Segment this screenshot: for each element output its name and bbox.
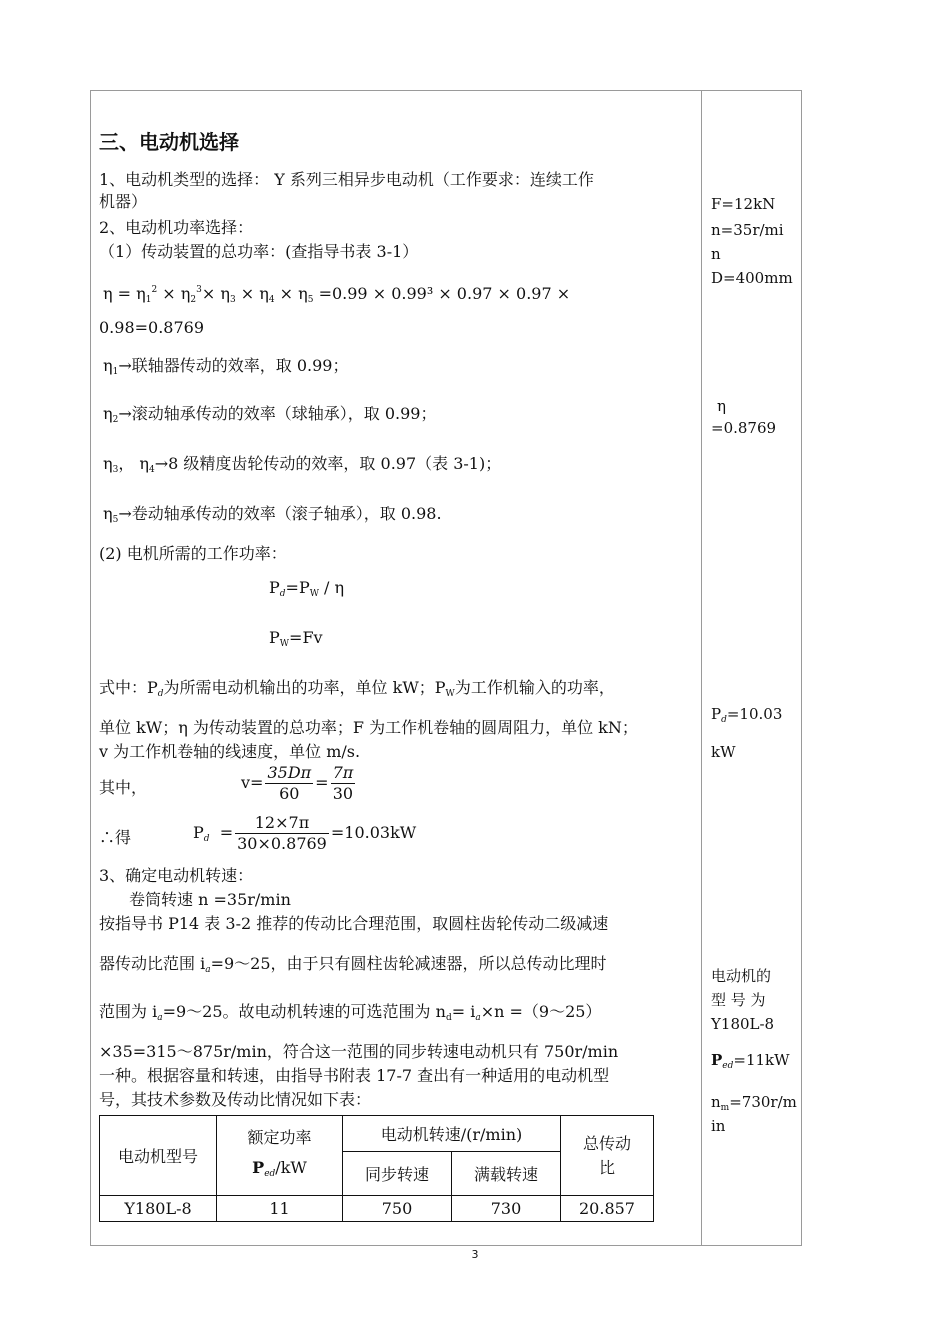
pd-formula-tail: / η [318,578,345,597]
v-lhs: v= [241,773,264,792]
cell-model: Y180L-8 [100,1196,217,1222]
document-frame [90,90,802,1246]
side-nm-value: =730r/m [729,1093,797,1111]
header-power-label: 额定功率 [247,1127,312,1147]
pd-calc-den: 30×0.8769 [237,834,327,853]
ratio-line2-b: =9～25，由于只有圆柱齿轮减速器，所以总传动比理时 [210,954,607,973]
where-line1-b: 为所需电动机输出的功率，单位 kW；P [163,678,446,697]
side-pd-value: =10.03 [726,705,783,723]
side-ped-value: =11kW [733,1051,790,1069]
eta2-description: $\eta_2\to$滚动轴承传动的效率（球轴承），取 0.99； [103,404,437,425]
side-diameter: D=400mm [711,269,793,287]
where-line2: 单位 kW；η 为传动装置的总功率；F 为工作机卷轴的圆周阻力，单位 kN； [99,718,638,737]
v-frac1-num: 35Dπ [267,763,312,782]
motor-spec-table [99,1115,654,1222]
ratio-line1: 按指导书 P14 表 3-2 推荐的传动比合理范围，取圆柱齿轮传动二级减速 [99,914,609,933]
side-ped: $P_{ed}=11kW$ [711,1051,790,1071]
qizhong-label: 其中， [99,778,148,797]
cell-full: 730 [452,1196,561,1222]
side-speed-1: n=35r/mi [711,221,784,239]
eta5-description: $\eta_5\to$卷动轴承传动的效率（滚子轴承），取 0.98. [103,504,442,525]
cell-sync: 750 [343,1196,452,1222]
v-frac2-num: 7π [332,763,354,782]
header-power-unit-line: $P_{ed}/kW$ [252,1157,307,1179]
eta34-description: $\eta_3$， $\eta_4\to 8$ 级精度齿轮传动的效率，取 0.97（表 3-1)； [103,454,502,475]
side-eta-1: η [717,397,726,415]
side-nm-2: in [711,1117,726,1135]
header-model: 电动机型号 [100,1116,217,1196]
ratio-line3-b: =9～25。故电动机转速的可选范围为 n [162,1002,446,1021]
ratio-line6: 号，其技术参数及传动比情况如下表： [99,1090,372,1109]
side-pd: $P_d=10.03$ [711,705,783,725]
ratio-line2: 器传动比范围 $i_a=9\sim 25$，由于只有圆柱齿轮减速器，所以总传动比理时 [99,954,607,975]
pw-formula-rest: =Fv [289,628,323,647]
pd-calc-formula: $P_d$ = $\frac{12\times 7\pi}{30\times 0.8769}$ =10.03kW [193,813,417,853]
side-speed-2: n [711,245,721,263]
side-force: F=12kN [711,195,776,213]
header-power-unit: /kW [275,1157,307,1177]
v-fraction-2 [331,763,356,804]
paragraph-total-efficiency: （1）传动装置的总功率：(查指导书表 3-1） [99,242,419,261]
where-line1: 式中：$P_d$为所需电动机输出的功率，单位 kW；$P_W$为工作机输入的功率， [99,678,615,699]
v-formula: v= $\frac{35D\pi}{60}$ = $\frac{7\pi}{30}$ [241,763,354,803]
ratio-line5: 一种。根据容量和转速，由指导书附表 17-7 查出有一种适用的电动机型 [99,1066,610,1085]
eta-formula: $\eta = \eta_1^2 \times \eta_2^3\times \eta_3 \times \eta_4 \times \eta_5 =0.99 \times 0.99^3 \times 0.97 \times 0.97$ × [103,284,571,305]
pd-calc-num: 12×7π [235,813,329,834]
header-full-speed: 满载转速 [452,1152,561,1196]
eta2-text: →滚动轴承传动的效率（球轴承），取 0.99； [118,404,437,423]
paragraph-power-selection: 2、电动机功率选择： [99,218,254,237]
side-eta-2: =0.8769 [711,419,777,437]
where-line3: v 为工作机卷轴的线速度，单位 m/s. [99,742,361,761]
paragraph-motor-type-line2: 机器） [99,192,148,211]
v-fraction-1 [265,763,313,804]
ratio-line3: 范围为 $i_a=9\sim 25$。故电动机转速的可选范围为 $n_d= i_a\times n$ =（9～25） [99,1002,602,1023]
ratio-line3-c: = i [451,1002,476,1021]
eta1-text: →联轴器传动的效率，取 0.99； [118,356,349,375]
eta1-description: $\eta_1\to$联轴器传动的效率，取 0.99； [103,356,349,377]
v-frac2-den: 30 [332,784,354,803]
where-line1-c: 为工作机输入的功率， [454,678,615,697]
side-pd-unit: kW [711,743,736,761]
ratio-line4: ×35=315～875r/min，符合这一范围的同步转速电动机只有 750r/min [99,1042,619,1061]
cell-ratio: 20.857 [561,1196,654,1222]
header-sync-speed: 同步转速 [343,1152,452,1196]
pd-calc-result: =10.03kW [330,823,417,842]
where-line1-a: 式中：P [99,678,158,697]
side-nm: $n_m=730r/m$ [711,1093,797,1113]
eta-formula-line2: 0.98=0.8769 [99,318,205,337]
paragraph-motor-type-line1: 1、电动机类型的选择： Y 系列三相异步电动机（工作要求：连续工作 [99,170,594,189]
ratio-line2-a: 器传动比范围 i [99,954,206,973]
drum-speed: 卷筒转速 n =35r/min [129,890,291,909]
paragraph-required-power: (2) 电机所需的工作功率： [99,544,287,563]
therefore-label: ∴得 [99,828,132,847]
table-row [100,1196,654,1222]
pd-formula: $P_d=P_W / \eta$ [269,578,345,599]
pd-calc-fraction [235,813,329,854]
column-divider [701,91,702,1245]
paragraph-speed: 3、确定电动机转速： [99,866,254,885]
pw-formula: $P_W=Fv$ [269,628,323,649]
eta34-text: →8 级精度齿轮传动的效率，取 0.97（表 3-1)； [154,454,502,473]
section-title: 三、电动机选择 [99,130,239,154]
cell-power: 11 [217,1196,343,1222]
side-motor-3: Y180L-8 [711,1015,775,1033]
side-motor-1: 电动机的 [711,967,772,985]
eta5-text: →卷动轴承传动的效率（滚子轴承），取 0.98. [118,504,442,523]
header-speed: 电动机转速/(r/min) [343,1116,561,1152]
side-motor-2: 型 号 为 [711,991,766,1009]
ratio-line3-a: 范围为 i [99,1002,158,1021]
header-ratio [561,1116,654,1196]
eta-formula-rest: =0.99 × 0.99³ × 0.97 × 0.97 × [318,284,571,303]
pd-formula-rest: =P [285,578,310,597]
ratio-line3-d: ×n =（9～25） [480,1002,602,1021]
header-ratio-2: 比 [598,1157,615,1177]
v-frac1-den: 60 [279,784,300,803]
header-power [217,1116,343,1196]
page-number: 3 [471,1248,479,1261]
header-ratio-1: 总传动 [582,1133,631,1153]
